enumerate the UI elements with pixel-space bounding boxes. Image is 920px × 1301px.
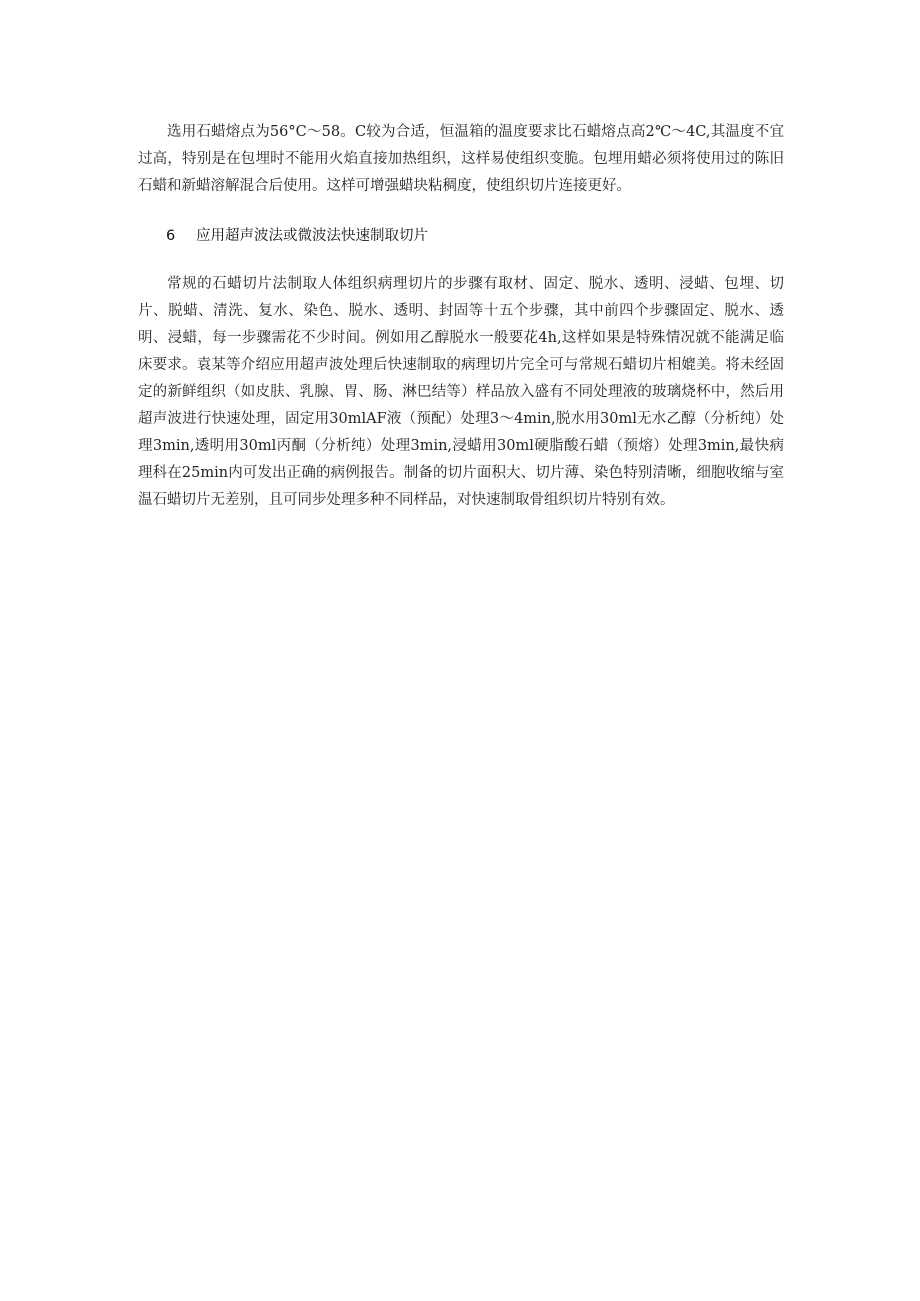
paragraph-ultrasonic-method: 常规的石蜡切片法制取人体组织病理切片的步骤有取材、固定、脱水、透明、浸蜡、包埋、切片、脱蜡、清洗、复水、染色、脱水、透明、封固等十五个步骤，其中前四个步骤固定、脱水、透明、浸蜡，每一步骤需花不少时间。例如用乙醇脱水一般要花4h,这样如果是特殊情况就不能满足临床要求。袁某等介绍应用超声波处理后快速制取的病理切片完全可与常规石蜡切片相媲美。将未经固定的新鲜组织（如皮肤、乳腺、胃、肠、淋巴结等）样品放入盛有不同处理液的玻璃烧杯中，然后用超声波进行快速处理，固定用30mlAF液（预配）处理3～4min,脱水用30ml无水乙醇（分析纯）处理3min,透明用30ml丙酮（分析纯）处理3min,浸蜡用30ml硬脂酸石蜡（预熔）处理3min,最快病理科在25min内可发出正确的病例报告。制备的切片面积大、切片薄、染色特别清晰，细胞收缩与室温石蜡切片无差别，且可同步处理多种不同样品，对快速制取骨组织切片特别有效。 <box>138 276 784 508</box>
section-number: 6 <box>166 228 176 244</box>
section-title: 应用超声波法或微波法快速制取切片 <box>196 228 428 244</box>
document-body <box>138 119 784 514</box>
paragraph-paraffin-melting-point: 选用石蜡熔点为56°C～58。C较为合适，恒温箱的温度要求比石蜡熔点高2℃～4C,其温度不宜过高，特别是在包埋时不能用火焰直接加热组织，这样易使组织变脆。包埋用蜡必须将使用过的陈旧石蜡和新蜡溶解混合后使用。这样可增强蜡块粘稠度，使组织切片连接更好。 <box>138 124 784 194</box>
section-heading <box>138 223 784 250</box>
